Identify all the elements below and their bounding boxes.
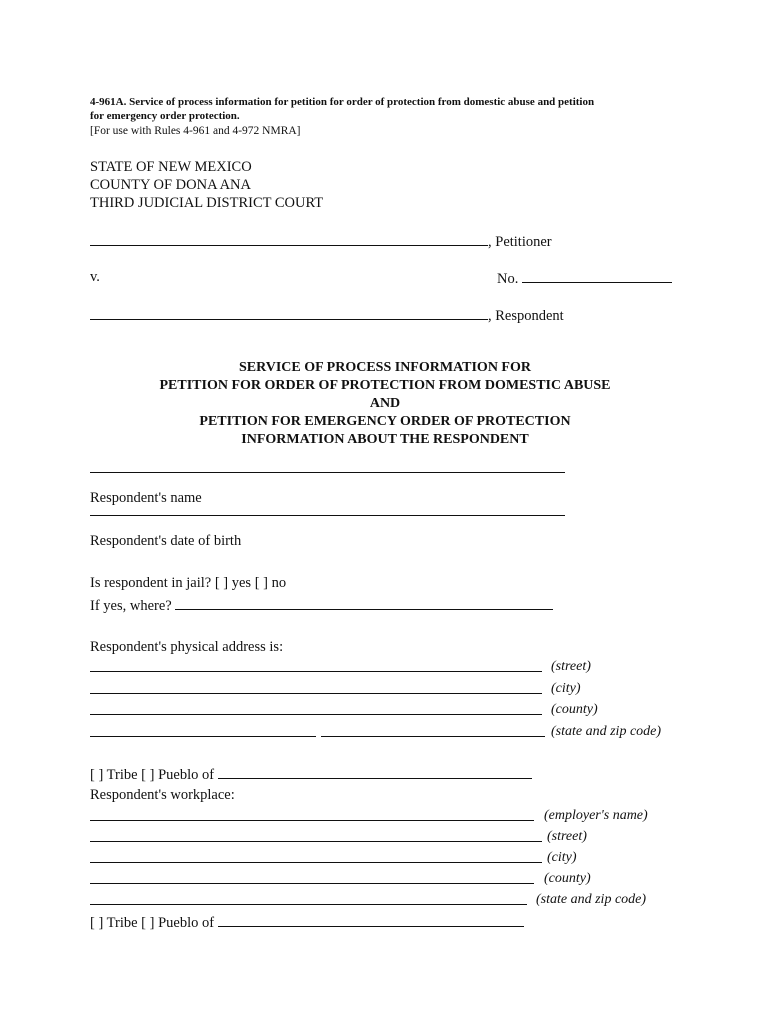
versus-label: v. <box>90 269 100 285</box>
workplace-street-blank[interactable] <box>90 827 542 842</box>
address-state-blank[interactable] <box>90 722 316 737</box>
workplace-employer-label: (employer's name) <box>544 808 648 823</box>
address-county-label: (county) <box>551 702 598 717</box>
address-city-blank[interactable] <box>90 679 542 694</box>
workplace-state-zip-label: (state and zip code) <box>536 892 647 907</box>
court-district: THIRD JUDICIAL DISTRICT COURT <box>90 195 324 211</box>
workplace-street-label: (street) <box>547 829 587 844</box>
case-number-row <box>497 268 672 288</box>
court-state: STATE OF NEW MEXICO <box>90 159 252 175</box>
court-county: COUNTY OF DONA ANA <box>90 177 251 193</box>
petitioner-name-blank[interactable] <box>90 231 488 246</box>
respondent-name-label: Respondent's name <box>90 490 202 506</box>
workplace-city-blank[interactable] <box>90 848 542 863</box>
rule-title-line2: for emergency order protection. <box>90 110 240 122</box>
respondent-name-blank[interactable] <box>90 472 565 473</box>
respondent-dob-blank[interactable] <box>90 515 565 516</box>
heading-line4: PETITION FOR EMERGENCY ORDER OF PROTECTION <box>199 414 571 429</box>
petitioner-row <box>90 231 552 251</box>
address-state-zip-label: (state and zip code) <box>551 724 662 739</box>
address-tribe-pueblo-blank[interactable] <box>218 764 532 779</box>
heading-line5: INFORMATION ABOUT THE RESPONDENT <box>241 432 529 447</box>
heading-line2: PETITION FOR ORDER OF PROTECTION FROM DOMESTIC ABUSE <box>159 378 611 393</box>
respondent-row <box>90 305 564 325</box>
address-tribe-row <box>90 764 532 784</box>
address-street-label: (street) <box>551 659 591 674</box>
address-street-blank[interactable] <box>90 657 542 672</box>
address-county-blank[interactable] <box>90 700 542 715</box>
jail-where-blank[interactable] <box>175 595 553 610</box>
case-number-label: No. <box>497 271 519 287</box>
case-number-blank[interactable] <box>522 268 672 283</box>
workplace-tribe-pueblo-label[interactable]: [ ] Tribe [ ] Pueblo of <box>90 915 215 931</box>
respondent-dob-label: Respondent's date of birth <box>90 533 242 549</box>
heading-line3: AND <box>369 396 401 411</box>
rule-note: [For use with Rules 4-961 and 4-972 NMRA] <box>90 125 301 137</box>
workplace-county-label: (county) <box>544 871 591 886</box>
workplace-county-blank[interactable] <box>90 869 534 884</box>
workplace-state-zip-blank[interactable] <box>90 890 527 905</box>
address-heading: Respondent's physical address is: <box>90 639 284 655</box>
rule-title-line1: 4-961A. Service of process information for petition for order of protection from domestic abuse and petition <box>90 96 595 108</box>
respondent-label: , Respondent <box>488 308 564 324</box>
workplace-city-label: (city) <box>547 850 577 865</box>
petitioner-label: , Petitioner <box>488 234 552 250</box>
jail-where-row <box>90 595 553 615</box>
workplace-employer-blank[interactable] <box>90 806 534 821</box>
jail-question[interactable]: Is respondent in jail? [ ] yes [ ] no <box>90 575 287 591</box>
heading-line1: SERVICE OF PROCESS INFORMATION FOR <box>239 360 531 375</box>
address-zip-blank[interactable] <box>321 722 545 737</box>
address-tribe-pueblo-label[interactable]: [ ] Tribe [ ] Pueblo of <box>90 767 215 783</box>
workplace-tribe-pueblo-blank[interactable] <box>218 912 524 927</box>
respondent-name-caption-blank[interactable] <box>90 305 488 320</box>
workplace-tribe-row <box>90 912 524 932</box>
workplace-heading: Respondent's workplace: <box>90 787 235 803</box>
address-city-label: (city) <box>551 681 581 696</box>
jail-where-label: If yes, where? <box>90 598 172 614</box>
